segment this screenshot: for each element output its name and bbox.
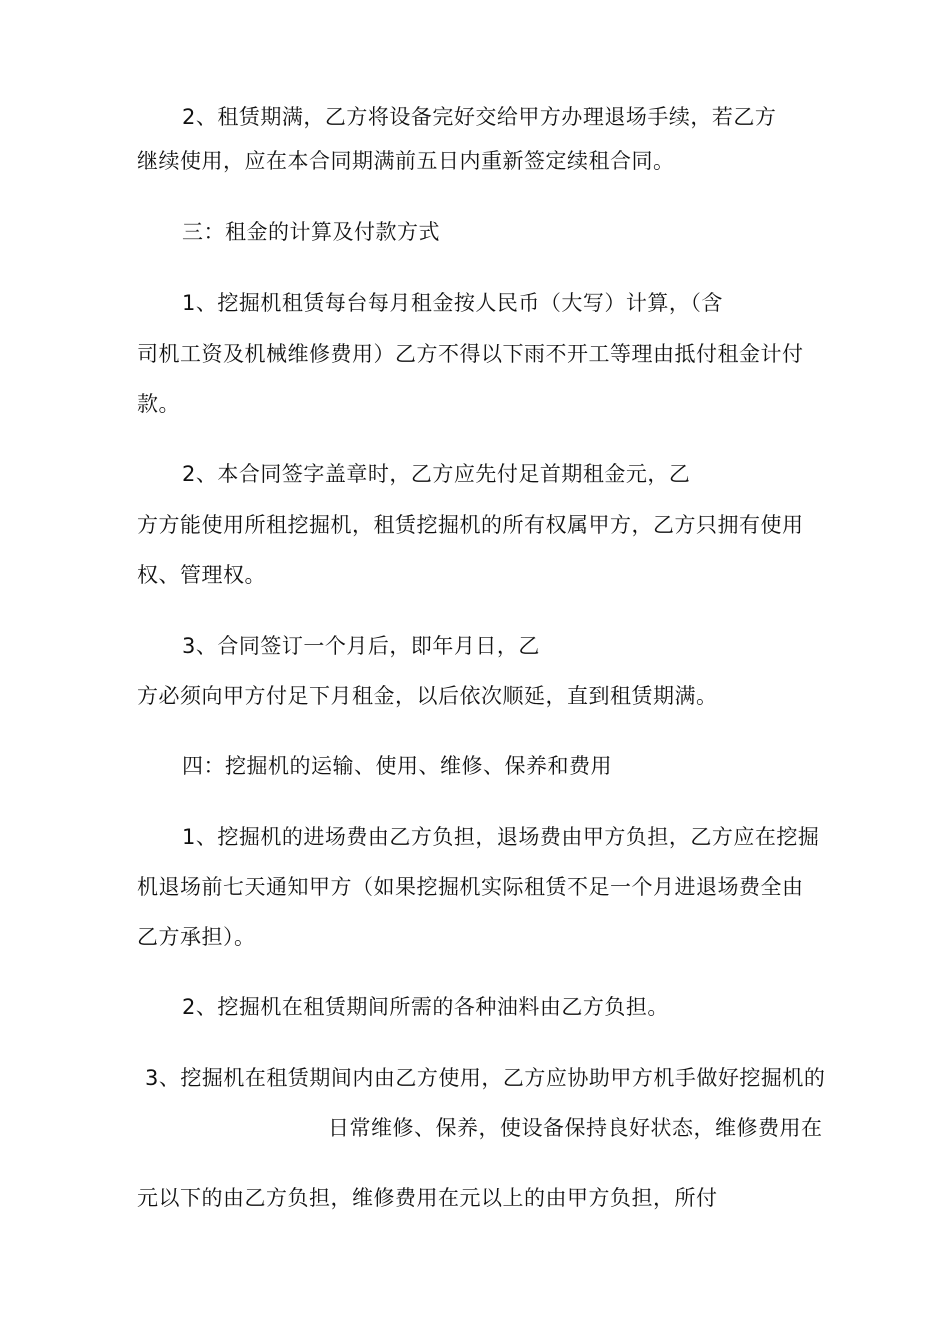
- paragraph-line: 方方能使用所租挖掘机，租赁挖掘机的所有权属甲方，乙方只拥有使用: [137, 513, 804, 537]
- paragraph-line: 3、挖掘机在租赁期间内由乙方使用，乙方应协助甲方机手做好挖掘机的: [145, 1066, 826, 1090]
- paragraph-line: 款。: [137, 392, 180, 416]
- paragraph-line: 2、本合同签字盖章时，乙方应先付足首期租金元，乙: [182, 462, 691, 486]
- paragraph-line: 继续使用，应在本合同期满前五日内重新签定续租合同。: [137, 149, 675, 173]
- section-heading: 四：挖掘机的运输、使用、维修、保养和费用: [182, 754, 612, 778]
- paragraph-line: 3、合同签订一个月后，即年月日，乙: [182, 634, 540, 658]
- paragraph-line: 机退场前七天通知甲方（如果挖掘机实际租赁不足一个月进退场费全由: [137, 875, 804, 899]
- paragraph-line: 2、租赁期满，乙方将设备完好交给甲方办理退场手续，若乙方: [182, 105, 777, 129]
- paragraph-line: 1、挖掘机租赁每台每月租金按人民币（大写）计算，（含: [182, 291, 723, 315]
- paragraph-line: 日常维修、保养，使设备保持良好状态，维修费用在: [328, 1116, 823, 1140]
- paragraph-line: 2、挖掘机在租赁期间所需的各种油料由乙方负担。: [182, 995, 669, 1019]
- paragraph-line: 乙方承担）。: [137, 925, 256, 949]
- paragraph-line: 元以下的由乙方负担，维修费用在元以上的由甲方负担，所付: [137, 1186, 718, 1210]
- paragraph-line: 司机工资及机械维修费用）乙方不得以下雨不开工等理由抵付租金计付: [137, 342, 804, 366]
- section-heading: 三：租金的计算及付款方式: [182, 220, 440, 244]
- paragraph-line: 权、管理权。: [137, 563, 266, 587]
- paragraph-line: 1、挖掘机的进场费由乙方负担，退场费由甲方负担，乙方应在挖掘: [182, 825, 820, 849]
- paragraph-line: 方必须向甲方付足下月租金，以后依次顺延，直到租赁期满。: [137, 684, 718, 708]
